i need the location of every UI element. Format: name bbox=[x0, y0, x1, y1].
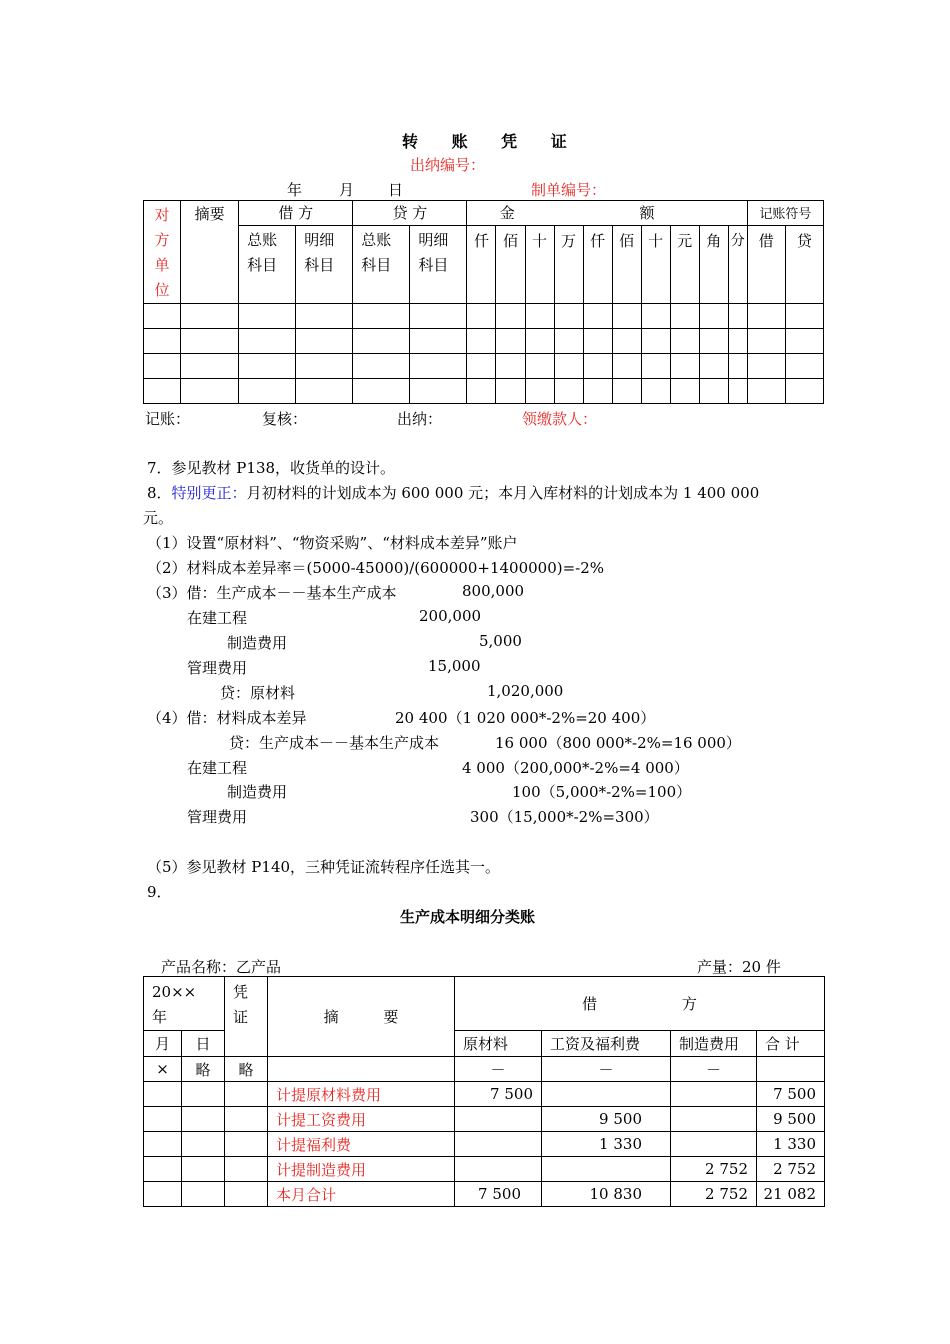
digit-header: 仟 bbox=[583, 225, 612, 303]
item-8-continuation: 元。 bbox=[143, 509, 174, 527]
amount-header: 金 额 bbox=[467, 201, 747, 226]
voucher-empty-row bbox=[144, 329, 824, 354]
cell: － bbox=[671, 1057, 757, 1082]
step-3-line-2-value: 200,000 bbox=[419, 607, 482, 625]
row-summary: 计提制造费用 bbox=[268, 1157, 455, 1182]
item-8 bbox=[147, 482, 759, 503]
step-4-line-4-label: 制造费用 bbox=[227, 783, 288, 801]
cashier-number-label: 出纳编号： bbox=[410, 156, 486, 174]
table-row bbox=[144, 1107, 825, 1132]
cell bbox=[268, 1057, 455, 1082]
cell: 略 bbox=[225, 1057, 268, 1082]
step-3-credit-value: 1,020,000 bbox=[487, 682, 564, 700]
product-name: 产品名称：乙产品 bbox=[161, 958, 282, 976]
digit-header: 角 bbox=[699, 225, 728, 303]
step-3-line-3-label: 制造费用 bbox=[227, 634, 288, 652]
material-col-header: 原材料 bbox=[455, 1031, 542, 1057]
table-row bbox=[144, 1057, 825, 1082]
step-1: （1）设置“原材料”、“物资采购”、“材料成本差异”账户 bbox=[147, 534, 518, 552]
row-wage: 1 330 bbox=[542, 1132, 671, 1157]
cell: × bbox=[144, 1057, 182, 1082]
voucher-table bbox=[143, 200, 824, 404]
item-8-number: 8． bbox=[147, 484, 172, 502]
total-col-header: 合 计 bbox=[757, 1031, 825, 1057]
step-4-line-5-label: 管理费用 bbox=[187, 808, 248, 826]
row-material bbox=[455, 1132, 542, 1157]
voucher-title: 转 账 凭 证 bbox=[402, 132, 581, 151]
row-total: 2 752 bbox=[757, 1157, 825, 1182]
date-year-label: 年 bbox=[287, 181, 303, 199]
summary-col-header: 摘 要 bbox=[268, 977, 455, 1057]
digit-header: 十 bbox=[641, 225, 670, 303]
row-material bbox=[455, 1107, 542, 1132]
step-3-line-2-label: 在建工程 bbox=[187, 609, 248, 627]
step-2: （2）材料成本差异率＝(5000-45000)/(600000+1400000)=-2% bbox=[147, 559, 605, 577]
debit-header: 借 方 bbox=[239, 201, 353, 226]
debit-general-account-header: 总账科目 bbox=[239, 225, 296, 303]
step-3-line-4-value: 15,000 bbox=[428, 657, 481, 675]
summary-header: 摘要 bbox=[181, 201, 239, 304]
step-3-credit-label: 贷：原材料 bbox=[220, 684, 296, 702]
row-wage bbox=[542, 1082, 671, 1107]
table-row bbox=[144, 1132, 825, 1157]
credit-detail-account-header: 明细科目 bbox=[410, 225, 467, 303]
mark-credit-header: 贷 bbox=[785, 225, 823, 303]
reviewer-label: 复核： bbox=[262, 410, 308, 428]
row-total: 21 082 bbox=[757, 1182, 825, 1207]
digit-header: 万 bbox=[554, 225, 583, 303]
overhead-col-header: 制造费用 bbox=[671, 1031, 757, 1057]
item-7: 7．参见教材 P138，收货单的设计。 bbox=[147, 459, 396, 477]
table-row bbox=[144, 1182, 825, 1207]
row-total: 7 500 bbox=[757, 1082, 825, 1107]
digit-header: 仟 bbox=[467, 225, 496, 303]
row-summary: 计提原材料费用 bbox=[268, 1082, 455, 1107]
voucher-empty-row bbox=[144, 379, 824, 404]
row-summary: 计提福利费 bbox=[268, 1132, 455, 1157]
step-3-debit-value: 800,000 bbox=[462, 582, 525, 600]
step-4-line-4-value: 100（5,000*-2%=100） bbox=[512, 783, 692, 801]
row-summary: 本月合计 bbox=[268, 1182, 455, 1207]
step-4-debit-label: （4）借：材料成本差异 bbox=[147, 709, 307, 727]
step-4-line-3-label: 在建工程 bbox=[187, 759, 248, 777]
voucher-empty-row bbox=[144, 354, 824, 379]
date-month-label: 月 bbox=[339, 181, 355, 199]
year-header: 20××年 bbox=[144, 977, 225, 1031]
output-quantity: 产量：20 件 bbox=[697, 958, 781, 976]
row-material: 7 500 bbox=[455, 1182, 542, 1207]
document-number-label: 制单编号： bbox=[531, 181, 607, 199]
voucher-empty-row bbox=[144, 304, 824, 329]
step-4-debit-value: 20 400（1 020 000*-2%=20 400） bbox=[395, 709, 656, 727]
step-3-debit-label: （3）借：生产成本－－基本生产成本 bbox=[147, 584, 397, 602]
cell: 略 bbox=[182, 1057, 225, 1082]
bookkeeper-label: 记账： bbox=[145, 410, 191, 428]
table-row bbox=[144, 1082, 825, 1107]
step-3-line-3-value: 5,000 bbox=[479, 632, 522, 650]
row-overhead bbox=[671, 1082, 757, 1107]
row-total: 1 330 bbox=[757, 1132, 825, 1157]
counterparty-header: 对方单位 bbox=[144, 201, 181, 304]
ledger-table bbox=[143, 976, 825, 1207]
step-5: （5）参见教材 P140，三种凭证流转程序任选其一。 bbox=[147, 858, 501, 876]
special-correction-label: 特别更正： bbox=[171, 484, 247, 502]
table-row bbox=[144, 1157, 825, 1182]
wage-col-header: 工资及福利费 bbox=[542, 1031, 671, 1057]
digit-header: 佰 bbox=[612, 225, 641, 303]
credit-general-account-header: 总账科目 bbox=[353, 225, 410, 303]
digit-header: 十 bbox=[525, 225, 554, 303]
voucher-col-header: 凭证 bbox=[225, 977, 268, 1057]
digit-header: 佰 bbox=[496, 225, 525, 303]
row-material bbox=[455, 1157, 542, 1182]
row-overhead: 2 752 bbox=[671, 1157, 757, 1182]
step-3-line-4-label: 管理费用 bbox=[187, 659, 248, 677]
row-total: 9 500 bbox=[757, 1107, 825, 1132]
row-overhead bbox=[671, 1132, 757, 1157]
cell: － bbox=[455, 1057, 542, 1082]
cell bbox=[757, 1057, 825, 1082]
digit-header: 元 bbox=[670, 225, 699, 303]
row-summary: 计提工资费用 bbox=[268, 1107, 455, 1132]
debit-col-header: 借 方 bbox=[455, 977, 825, 1031]
month-header: 月 bbox=[144, 1031, 182, 1057]
cell: － bbox=[542, 1057, 671, 1082]
debit-detail-account-header: 明细科目 bbox=[296, 225, 353, 303]
row-wage: 10 830 bbox=[542, 1182, 671, 1207]
payee-label: 领缴款人： bbox=[522, 410, 598, 428]
ledger-title: 生产成本明细分类账 bbox=[400, 908, 536, 926]
row-wage: 9 500 bbox=[542, 1107, 671, 1132]
bookkeeping-mark-header: 记账符号 bbox=[747, 201, 823, 226]
row-material: 7 500 bbox=[455, 1082, 542, 1107]
date-day-label: 日 bbox=[388, 181, 404, 199]
step-4-credit-value: 16 000（800 000*-2%=16 000） bbox=[495, 734, 741, 752]
credit-header: 贷 方 bbox=[353, 201, 467, 226]
digit-header: 分 bbox=[728, 225, 747, 303]
item-9: 9． bbox=[147, 883, 172, 901]
item-8-text: 月初材料的计划成本为 600 000 元；本月入库材料的计划成本为 1 400 000 bbox=[246, 484, 760, 502]
step-4-line-5-value: 300（15,000*-2%=300） bbox=[470, 808, 659, 826]
day-header: 日 bbox=[182, 1031, 225, 1057]
row-overhead bbox=[671, 1107, 757, 1132]
cashier-label: 出纳： bbox=[397, 410, 443, 428]
step-4-line-3-value: 4 000（200,000*-2%=4 000） bbox=[462, 759, 689, 777]
step-4-credit-label: 贷：生产成本－－基本生产成本 bbox=[229, 734, 440, 752]
row-overhead: 2 752 bbox=[671, 1182, 757, 1207]
row-wage bbox=[542, 1157, 671, 1182]
mark-debit-header: 借 bbox=[747, 225, 785, 303]
